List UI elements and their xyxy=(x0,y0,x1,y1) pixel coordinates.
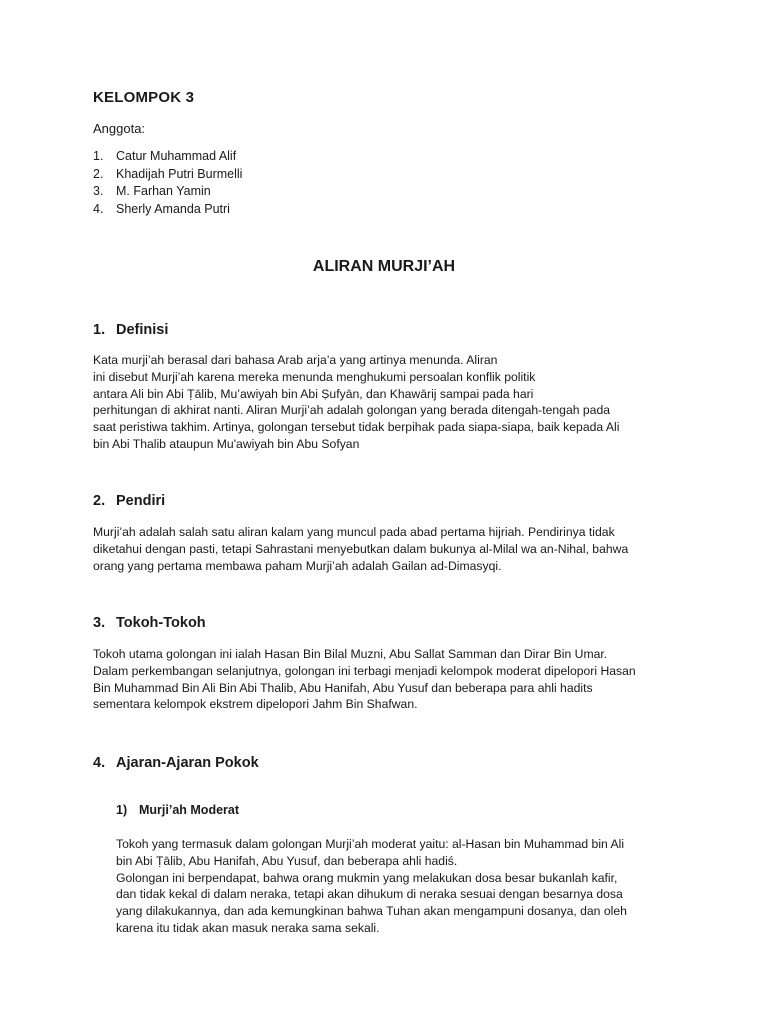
members-label: Anggota: xyxy=(93,121,146,136)
group-title: KELOMPOK 3 xyxy=(93,89,195,106)
member-number: 4. xyxy=(93,201,104,216)
paragraph-line: bin Abi Thalib ataupun Mu'awiyah bin Abu Sofyan xyxy=(93,436,360,451)
section-title: Definisi xyxy=(116,322,169,338)
section-heading-definisi xyxy=(93,322,168,338)
paragraph-line: Bin Muhammad Bin Ali Bin Abi Thalib, Abu Hanifah, Abu Yusuf dan beberapa para ahli hadits xyxy=(93,680,593,695)
member-number: 3. xyxy=(93,184,104,199)
section-heading-pendiri xyxy=(93,493,165,509)
paragraph-line: ini disebut Murji’ah karena mereka menunda menghukumi persoalan konflik politik xyxy=(93,369,536,384)
document-title: ALIRAN MURJI’AH xyxy=(312,258,456,275)
section-heading-tokoh xyxy=(93,615,206,631)
paragraph-line: Murji’ah adalah salah satu aliran kalam yang muncul pada abad pertama hijriah. Pendirinya tidak xyxy=(93,525,615,539)
section-number: 4. xyxy=(93,755,106,771)
paragraph-line: sementara kelompok ekstrem dipelopori Jahm Bin Shafwan. xyxy=(93,697,418,712)
section-paragraph-tokoh xyxy=(93,646,636,713)
section-title: Pendiri xyxy=(116,493,166,509)
member-name: Khadijah Putri Burmelli xyxy=(116,166,243,181)
subsection-title: Murji’ah Moderat xyxy=(139,803,240,817)
paragraph-line: karena itu tidak akan masuk neraka sama sekali. xyxy=(116,920,380,935)
member-item xyxy=(93,148,242,166)
section-paragraph-definisi xyxy=(93,352,619,453)
member-number: 2. xyxy=(93,166,104,181)
section-number: 2. xyxy=(93,493,106,509)
paragraph-line: bin Abi Ṭālib, Abu Hanifah, Abu Yusuf, dan beberapa ahli hadiś. xyxy=(116,853,458,868)
member-list xyxy=(93,148,242,218)
section-number: 3. xyxy=(93,615,106,631)
paragraph-line: Dalam perkembangan selanjutnya, golongan ini terbagi menjadi kelompok moderat dipelopori Hasan xyxy=(93,663,636,678)
section-heading-ajaran xyxy=(93,755,259,771)
paragraph-line: antara Ali bin Abi Ṭālib, Mu’awiyah bin Abi Ṣufyān, dan Khawārij sampai pada hari xyxy=(93,386,534,401)
paragraph-line: Tokoh yang termasuk dalam golongan Murji’ah moderat yaitu: al-Hasan bin Muhammad bin Ali xyxy=(116,837,625,851)
subsection-heading-moderat xyxy=(116,803,239,817)
subsection-number: 1) xyxy=(116,803,128,817)
paragraph-line: perhitungan di akhirat nanti. Aliran Murji’ah adalah golongan yang berada ditengah-tengah pada xyxy=(93,403,610,418)
paragraph-line: Tokoh utama golongan ini ialah Hasan Bin Bilal Muzni, Abu Sallat Samman dan Dirar Bin Umar. xyxy=(93,647,608,661)
member-name: Catur Muhammad Alif xyxy=(116,149,237,163)
paragraph-line: Golongan ini berpendapat, bahwa orang mukmin yang melakukan dosa besar bukanlah kafir, xyxy=(116,870,618,885)
paragraph-line: orang yang pertama membawa paham Murji’ah adalah Gailan ad-Dimasyqi. xyxy=(93,558,502,573)
paragraph-line: diketahui dengan pasti, tetapi Sahrastani menyebutkan dalam bukunya al-Milal wa an-Nihal, bahwa xyxy=(93,541,629,556)
member-item xyxy=(93,201,242,219)
member-name: Sherly Amanda Putri xyxy=(116,201,230,216)
member-item xyxy=(93,166,242,184)
subsection-paragraph-moderat xyxy=(116,836,627,937)
member-name: M. Farhan Yamin xyxy=(116,184,211,199)
paragraph-line: yang dilakukannya, dan ada kemungkinan bahwa Tuhan akan mengampuni dosanya, dan oleh xyxy=(116,904,627,919)
member-number: 1. xyxy=(93,149,104,163)
paragraph-line: Kata murji’ah berasal dari bahasa Arab arja’a yang artinya menunda. Aliran xyxy=(93,353,498,367)
member-item xyxy=(93,183,242,201)
section-number: 1. xyxy=(93,322,106,338)
section-title: Ajaran-Ajaran Pokok xyxy=(116,755,259,771)
paragraph-line: dan tidak kekal di dalam neraka, tetapi akan dihukum di neraka sesuai dengan besarnya dosa xyxy=(116,887,623,902)
section-title: Tokoh-Tokoh xyxy=(116,615,206,631)
section-paragraph-pendiri xyxy=(93,524,628,574)
paragraph-line: saat peristiwa takhim. Artinya, golongan tersebut tidak berpihak pada siapa-siapa, baik kepada Ali xyxy=(93,420,620,435)
